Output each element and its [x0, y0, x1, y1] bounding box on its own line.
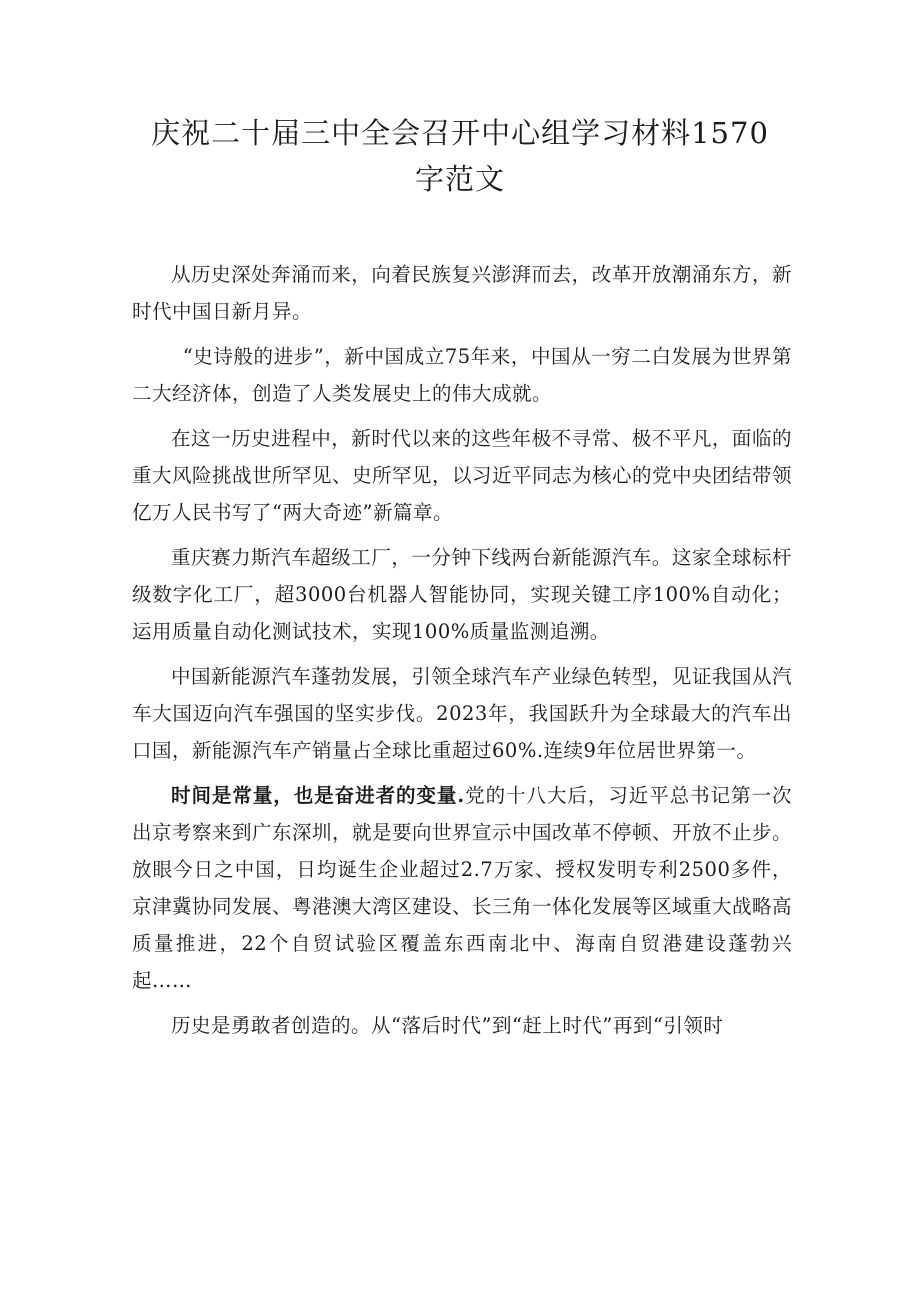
paragraph-4 — [132, 539, 792, 650]
paragraph-text: 历史是勇敢者创造的。从“落后时代”到“赶上时代”再到“引领时 — [171, 1014, 724, 1037]
document-title: 庆祝二十届三中全会召开中心组学习材料1570字范文 — [151, 116, 769, 196]
paragraph-text: 中国新能源汽车蓬勃发展，引领全球汽车产业绿色转型，见证我国从汽车大国迈向汽车强国的坚实步伐。2023年，我国跃升为全球最大的汽车出口国，新能源汽车产销量占全球比重超过60%.连续9年位居世界第一。 — [132, 665, 792, 762]
paragraph-6 — [132, 777, 792, 999]
paragraph-1 — [132, 256, 792, 330]
paragraph-text: 党的十八大后，习近平总书记第一次出京考察来到广东深圳，就是要向世界宣示中国改革不停顿、开放不止步。放眼今日之中国，日均诞生企业超过2.7万家、授权发明专利2500多件，京津冀协同发展、粤港澳大湾区建设、长三角一体化发展等区域重大战略高质量推进，22个自贸试验区覆盖东西南北中、海南自贸港建设蓬勃兴起…… — [132, 784, 793, 992]
paragraph-2 — [132, 338, 792, 412]
paragraph-3 — [132, 420, 792, 531]
paragraph-text: 重庆赛力斯汽车超级工厂，一分钟下线两台新能源汽车。这家全球标杆级数字化工厂，超3000台机器人智能协同，实现关键工序100%自动化；运用质量自动化测试技术，实现100%质量监测追溯。 — [132, 546, 792, 643]
paragraph-7 — [132, 1007, 792, 1044]
document-body — [132, 256, 792, 1052]
paragraph-5 — [132, 658, 792, 769]
paragraph-text: 在这一历史进程中，新时代以来的这些年极不寻常、极不平凡，面临的重大风险挑战世所罕见、史所罕见，以习近平同志为核心的党中央团结带领亿万人民书写了“两大奇迹”新篇章。 — [132, 427, 793, 524]
paragraph-bold-lead: 时间是常量，也是奋进者的变量. — [171, 784, 465, 807]
paragraph-text: 从历史深处奔涌而来，向着民族复兴澎湃而去，改革开放潮涌东方，新时代中国日新月异。 — [132, 263, 792, 323]
paragraph-text: “史诗般的进步”，新中国成立75年来，中国从一穷二白发展为世界第二大经济体，创造了人类发展史上的伟大成就。 — [132, 345, 792, 405]
